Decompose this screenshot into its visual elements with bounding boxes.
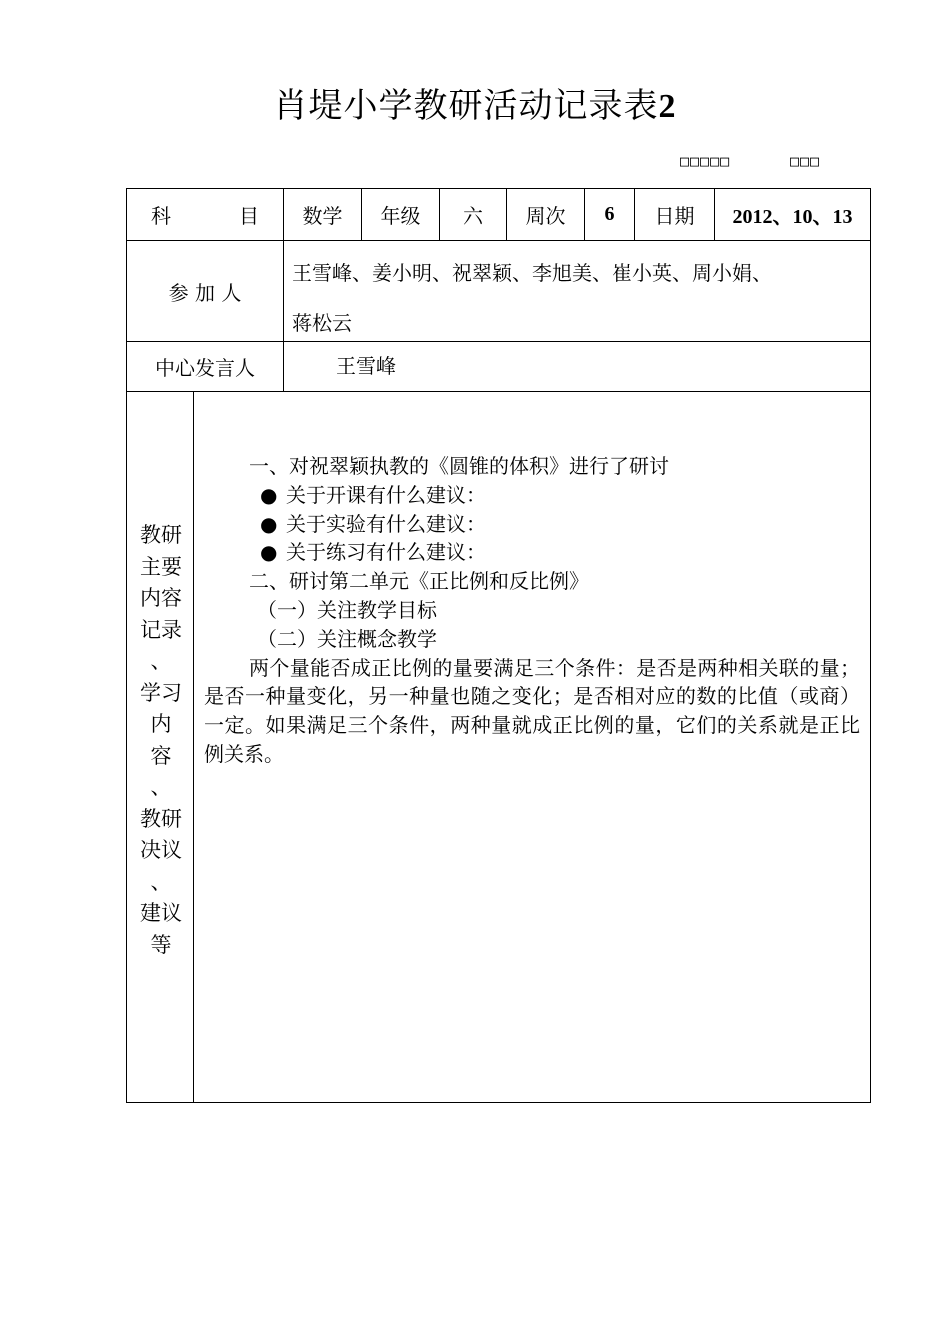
subsection-heading: （二）关注概念教学 [257,626,437,651]
participants-line: 王雪峰、姜小明、祝翠颖、李旭美、崔小英、周小娟、 [292,261,772,285]
content-label-part: 教研 [140,806,182,831]
week-label: 周次 [525,204,566,228]
week-value: 6 [604,203,615,225]
content-label-part: 内 [150,712,172,736]
subject-value: 数学 [302,204,343,228]
subject-label-a: 科 [151,204,171,228]
speaker-label: 中心发言人 [155,356,255,380]
page-title [0,78,950,127]
participants-list [292,248,852,348]
date-label: 日期 [654,204,695,228]
list-item [204,538,860,567]
participants-label: 参 加 人 [168,280,242,305]
content-label-part: 、 [150,775,172,799]
content-label-part: 教研 [140,523,182,547]
date-value: 2012、10、13 [732,206,853,228]
content-label-part: 容 [150,743,172,768]
bullet-icon: ● [260,540,278,565]
content-paragraph: 两个量能否成正比例的量要满足三个条件：是否是两种相关联的量；是否一种量变化，另一种量也随之变化；是否相对应的数的比值（或商）一定。如果满足三个条件，两种量就成正比例的量，它们的关系就是正比例关系。 [204,655,860,766]
table-border-bottom [126,1102,871,1103]
content-body [204,452,860,769]
content-label-part: 记录 [140,617,182,642]
list-item [204,510,860,539]
content-label-part: 学习 [140,680,182,705]
table-border-right [870,188,871,1103]
content-label-part: 等 [150,932,172,957]
bullet-icon: ● [260,511,278,536]
content-label-part: 决议 [140,838,182,862]
subheader-left: □□□□□ [680,152,731,170]
list-item [204,481,860,510]
content-label-part: 内容 [140,586,182,610]
subject-label-b: 目 [239,204,259,228]
page-title-number: 2 [658,88,677,125]
participants-line: 蒋松云 [292,311,352,335]
grade-label: 年级 [380,204,421,228]
subsection-heading: （一）关注教学目标 [257,597,437,622]
content-label-part: 、 [150,649,172,673]
page-title-text: 肖堤小学教研活动记录表 [273,86,659,126]
list-item-text: 关于练习有什么建议： [286,540,486,565]
content-label-part: 建议 [140,901,182,925]
subheader-right: □□□ [790,152,821,170]
table-rule-3 [126,391,871,392]
list-item-text: 关于开课有什么建议： [286,482,486,507]
subject-label [127,189,283,240]
content-label-part: 主要 [140,554,182,579]
content-label [128,520,194,961]
content-label-part: 、 [150,869,172,894]
section-heading: 二、研讨第二单元《正比例和反比例》 [249,569,589,594]
list-item-text: 关于实验有什么建议： [286,511,486,536]
bullet-icon: ● [260,482,278,507]
grade-value: 六 [463,204,483,228]
speaker-value: 王雪峰 [336,353,396,378]
section-heading: 一、对祝翠颖执教的《圆锥的体积》进行了研讨 [249,454,669,478]
